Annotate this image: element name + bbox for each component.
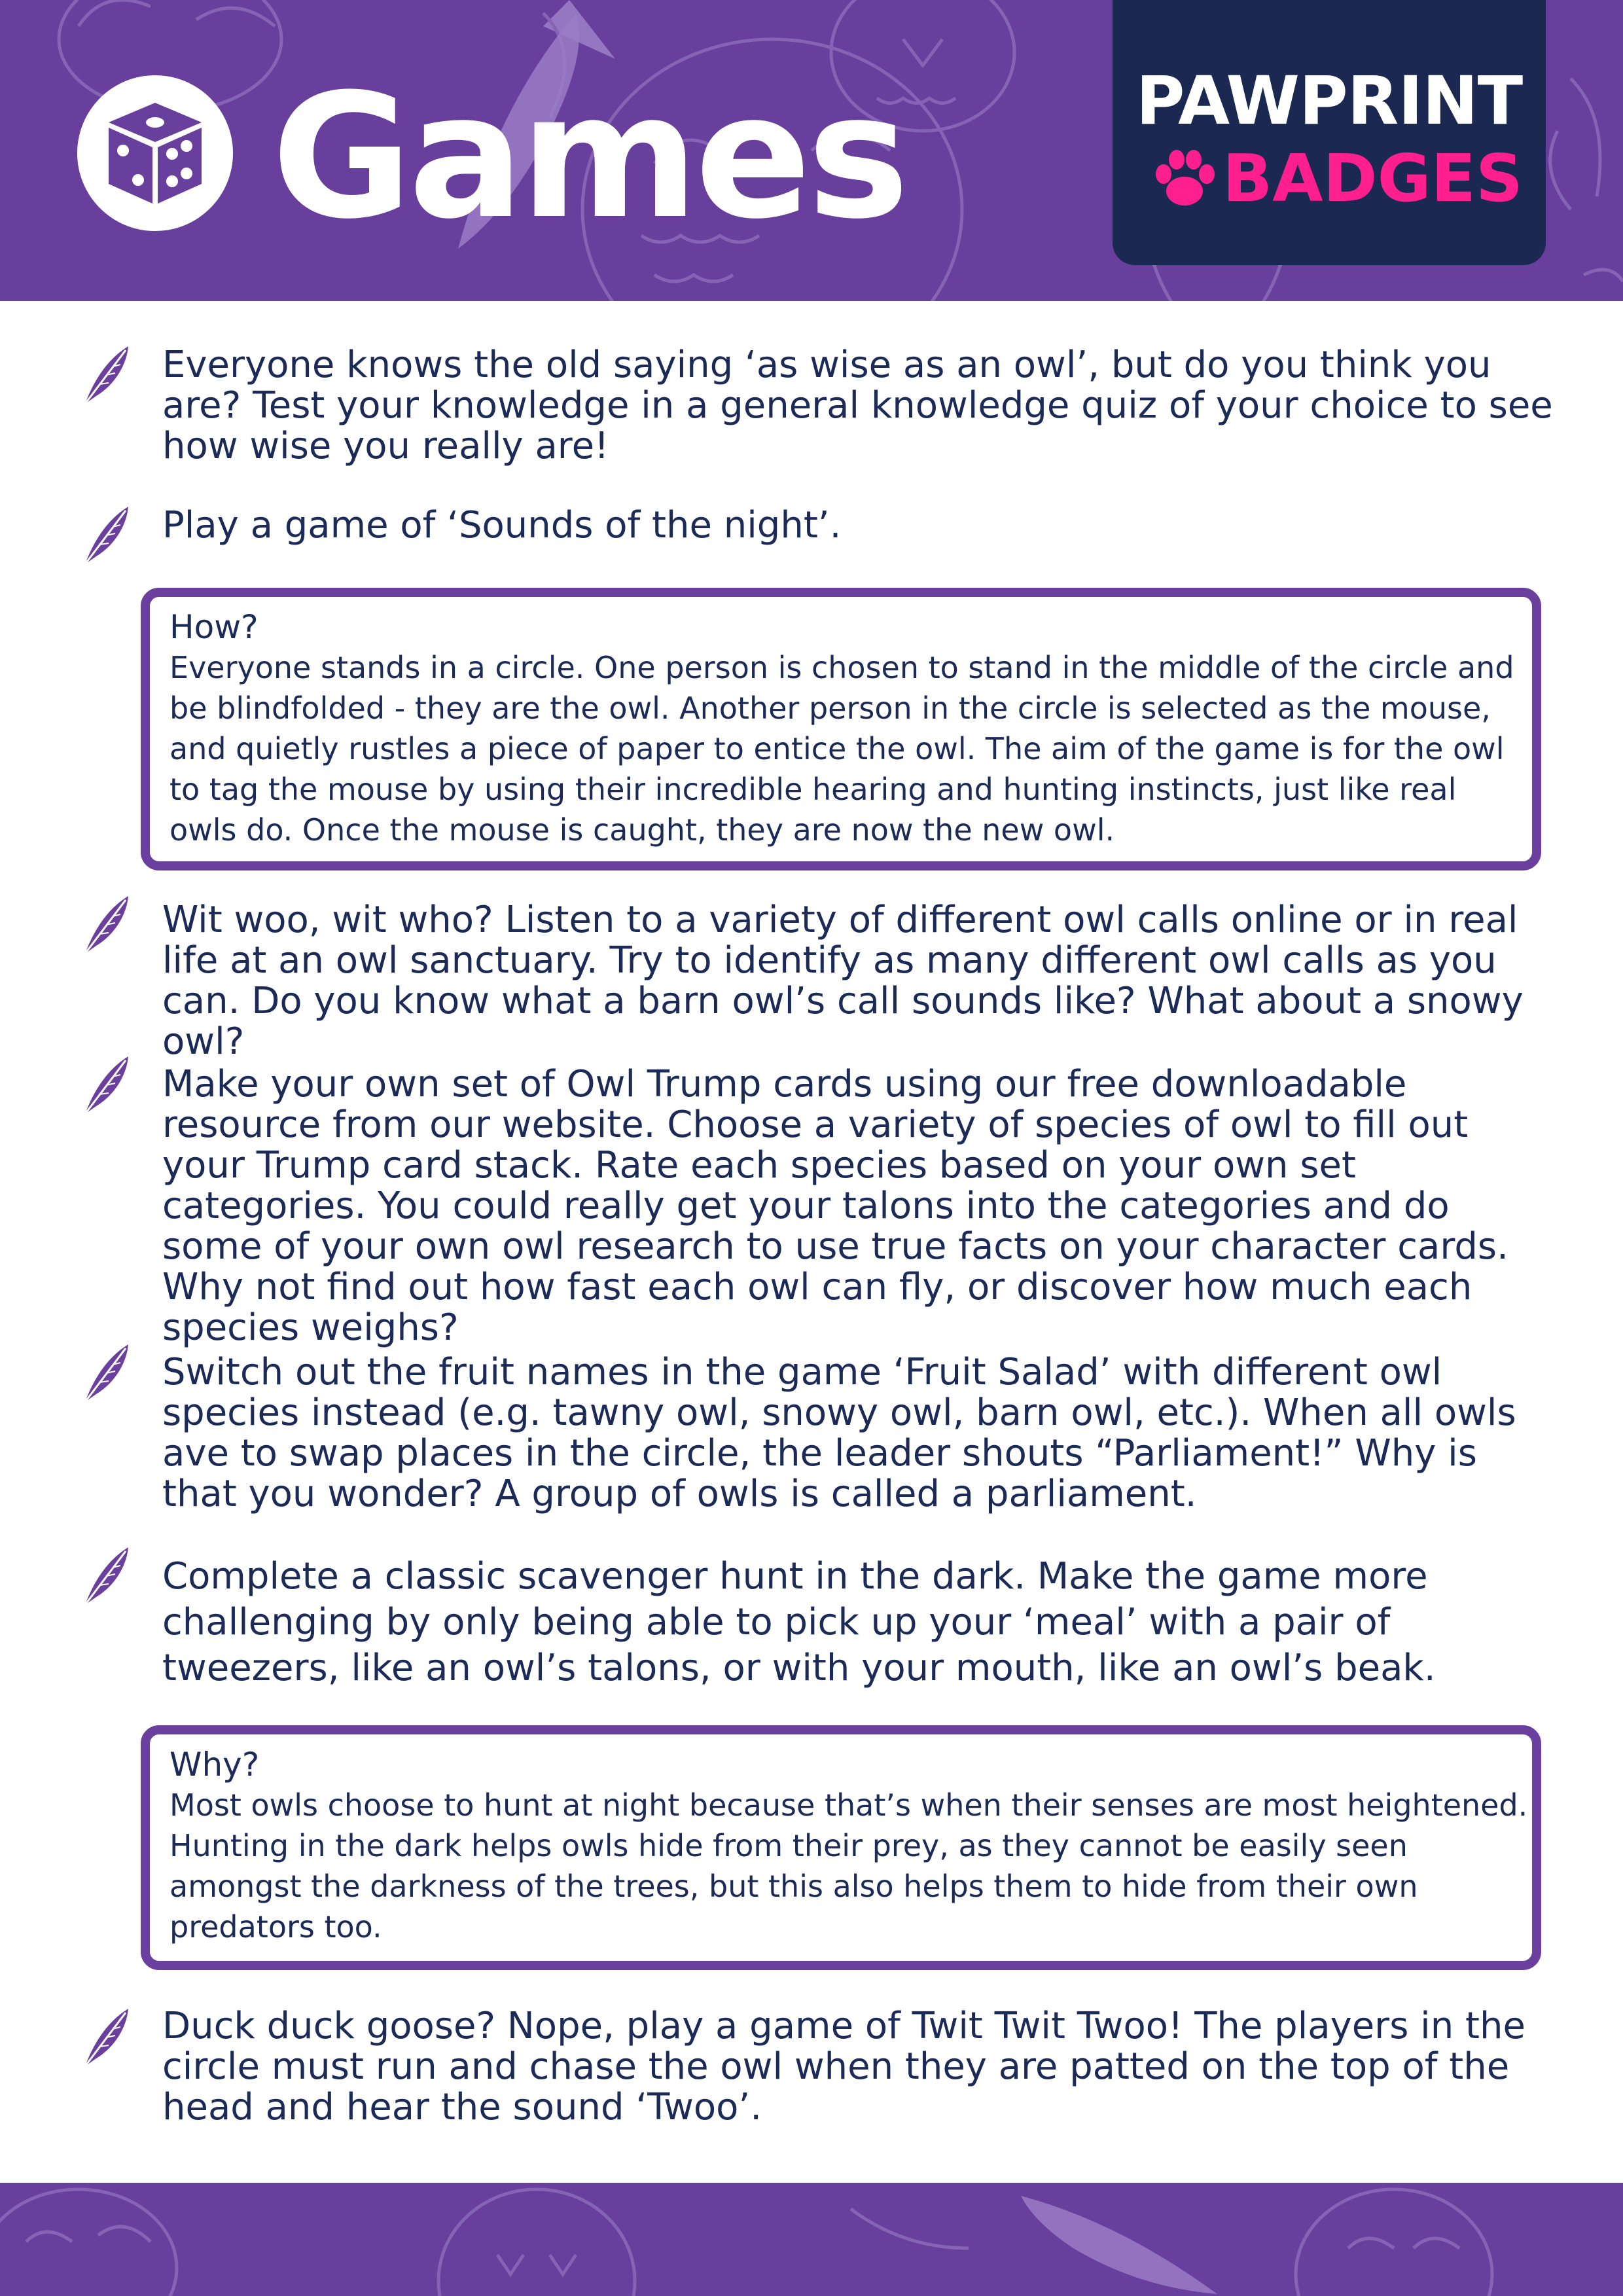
item-text: Make your own set of Owl Trump cards using our free downloadable resource from our website. Choose a variety of species of owl to fill out your Trump card stack. Rate each species based on your own set categories. You could really get your talons into the categories and do some of your own owl research to use true facts on your character cards. Why not find out how fast each owl can fly, or discover how much each species weighs?	[162, 1063, 1508, 1349]
how-info-box	[141, 588, 1541, 870]
feather-icon	[80, 1545, 132, 1607]
feather-icon	[80, 2006, 132, 2068]
item-text: Duck duck goose? Nope, play a game of Twit Twit Twoo! The players in the circle must run and chase the owl when they are patted on the top of the head and hear the sound ‘Twoo’.	[162, 2005, 1525, 2128]
feather-icon	[80, 504, 132, 566]
why-info-box	[141, 1725, 1541, 1970]
logo-badges-text: BADGES	[1222, 140, 1524, 217]
feather-icon	[80, 344, 132, 406]
item-text: Play a game of ‘Sounds of the night’.	[162, 504, 842, 547]
item-text: Complete a classic scavenger hunt in the dark. Make the game more challenging by only being able to pick up your ‘meal’ with a pair of tweezers, like an owl’s talons, or with your mouth, like an owl’s beak.	[162, 1555, 1436, 1689]
dice-icon	[77, 75, 233, 231]
how-heading: How?	[169, 608, 259, 646]
pawprint-badges-logo	[1113, 0, 1546, 265]
item-text: Everyone knows the old saying ‘as wise as an owl’, but do you think you are? Test your knowledge in a general knowledge quiz of your choice to see how wise you really are!	[162, 344, 1553, 467]
item-text: Switch out the fruit names in the game ‘Fruit Salad’ with different owl species instead (e.g. tawny owl, snowy owl, barn owl, etc.). When all owls ave to swap places in the circle, the leader shouts “Parliament!” Why is that you wonder? A group of owls is called a parliament.	[162, 1351, 1516, 1515]
dice-badge	[77, 75, 233, 231]
logo-badges-row	[1152, 140, 1531, 217]
page-footer	[0, 2183, 1623, 2296]
how-text: Everyone stands in a circle. One person is chosen to stand in the middle of the circle and be blindfolded - they are the owl. Another person in the circle is selected as the mouse, and quietly rustles a piece of paper to entice the owl. The aim of the game is for the owl to tag the mouse by using their incredible hearing and hunting instincts, just like real owls do. Once the mouse is caught, they are now the new owl.	[169, 650, 1514, 848]
page-header	[0, 0, 1623, 301]
logo-pawprint-text: PAWPRINT	[1135, 62, 1523, 140]
feather-icon	[80, 1054, 132, 1116]
feather-icon	[80, 1342, 132, 1404]
why-heading: Why?	[169, 1746, 260, 1784]
feather-icon	[80, 893, 132, 956]
owl-pattern-background	[0, 2183, 1623, 2296]
why-text: Most owls choose to hunt at night because that’s when their senses are most heightened. Hunting in the dark helps owls hide from their prey, as they cannot be easily seen amongst the darkness of the trees, but this also helps them to hide from their own predators too.	[169, 1787, 1528, 1945]
paw-icon	[1152, 148, 1217, 210]
page-title: Games	[272, 57, 906, 257]
item-text: Wit woo, wit who? Listen to a variety of different owl calls online or in real life at an owl sanctuary. Try to identify as many different owl calls as you can. Do you know what a barn owl’s call sounds like? What about a snowy owl?	[162, 899, 1524, 1063]
